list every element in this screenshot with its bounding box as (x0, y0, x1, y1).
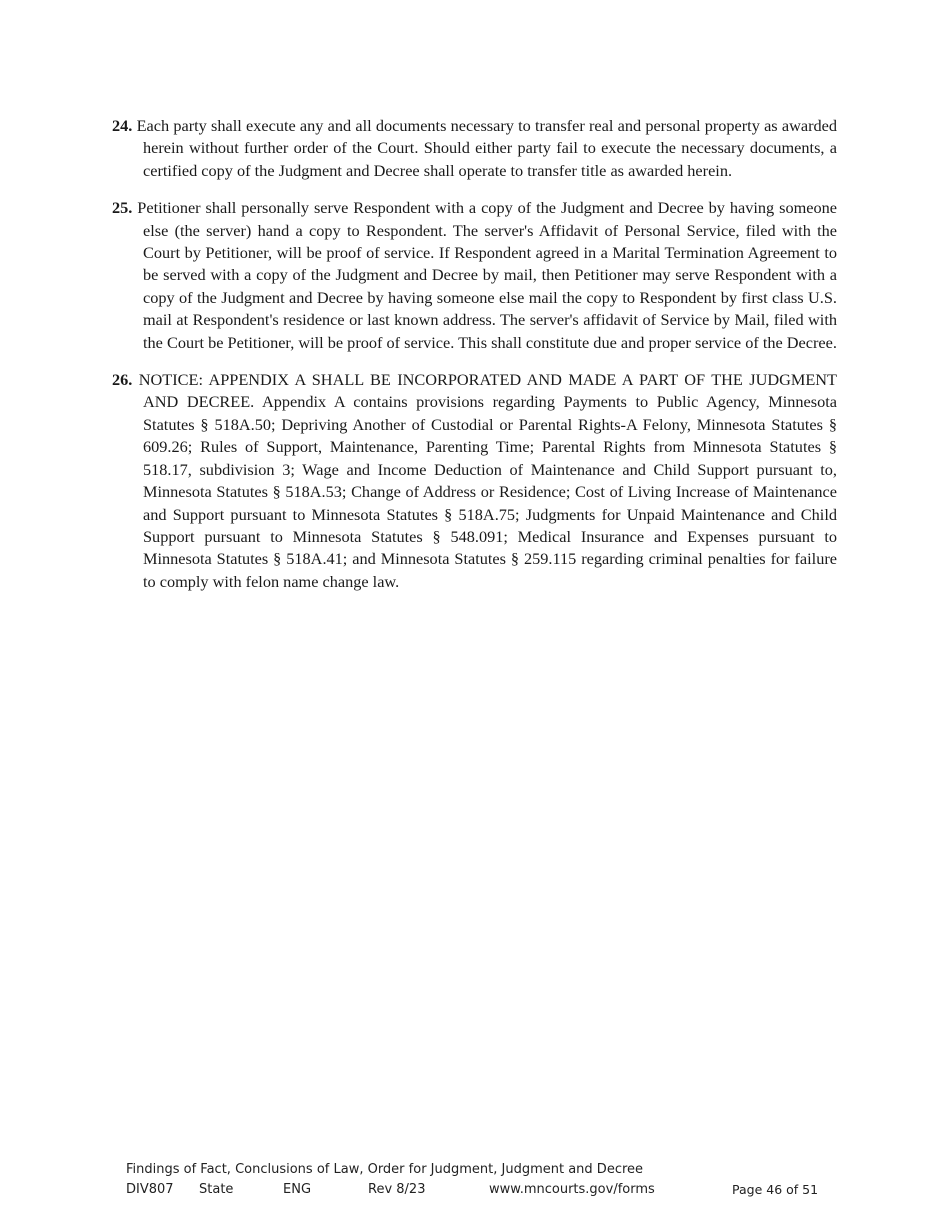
footer-language: ENG (283, 1182, 312, 1197)
paragraph-number: 24. (112, 116, 133, 135)
footer-revision: Rev 8/23 (368, 1182, 426, 1197)
paragraph-text: NOTICE: APPENDIX A SHALL BE INCORPORATED AND MADE A PART OF THE JUDGMENT AND DECREE. Appendix A contains provisions regarding Payments to Public Agency, Minnesota Statutes § 518A.50; Depriving Another of Custodial or Parental Rights-A Felony, Minnesota Statutes § 609.26; Rules of Support, Maintenance, Parenting Time; Parental Rights from Minnesota Statutes § 518.17, subdivision 3; Wage and Income Deduction of Maintenance and Child Support pursuant to, Minnesota Statutes § 518A.53; Change of Address or Residence; Cost of Living Increase of Maintenance and Support pursuant to Minnesota Statutes § 518A.75; Judgments for Unpaid Maintenance and Child Support pursuant to Minnesota Statutes § 548.091; Medical Insurance and Expenses pursuant to Minnesota Statutes § 518A.41; and Minnesota Statutes § 259.115 regarding criminal penalties for failure to comply with felon name change law. (138, 370, 837, 591)
footer-page-number: Page 46 of 51 (732, 1182, 819, 1197)
footer-jurisdiction: State (199, 1182, 234, 1197)
paragraph-24 (112, 115, 837, 182)
paragraph-25 (112, 197, 837, 354)
paragraph-number: 25. (112, 198, 133, 218)
paragraph-text: Petitioner shall personally serve Respondent with a copy of the Judgment and Decree by having someone else (the server) hand a copy to Respondent. The server's Affidavit of Personal Service, filed with the Court by Petitioner, will be proof of service. If Respondent agreed in a Marital Termination Agreement to be served with a copy of the Judgment and Decree by mail, then Petitioner may serve Respondent with a copy of the Judgment and Decree by having someone else mail the copy to Respondent by first class U.S. mail at Respondent's residence or last known address. The server's affidavit of Service by Mail, filed with the Court be Petitioner, will be proof of service. This shall constitute due and proper service of the Decree. (137, 198, 837, 352)
paragraph-number: 26. (112, 370, 133, 390)
document-body (112, 115, 837, 608)
footer-form-title: Findings of Fact, Conclusions of Law, Order for Judgment, Judgment and Decree (126, 1162, 644, 1177)
page-footer (126, 1160, 846, 1200)
paragraph-26 (112, 369, 837, 593)
footer-info-row (126, 1180, 846, 1200)
footer-form-code: DIV807 (126, 1182, 174, 1197)
footer-url: www.mncourts.gov/forms (489, 1182, 655, 1197)
paragraph-text: Each party shall execute any and all documents necessary to transfer real and personal property as awarded herein without further order of the Court. Should either party fail to execute the necessary documents, a certified copy of the Judgment and Decree shall operate to transfer title as awarded herein. (136, 116, 837, 180)
